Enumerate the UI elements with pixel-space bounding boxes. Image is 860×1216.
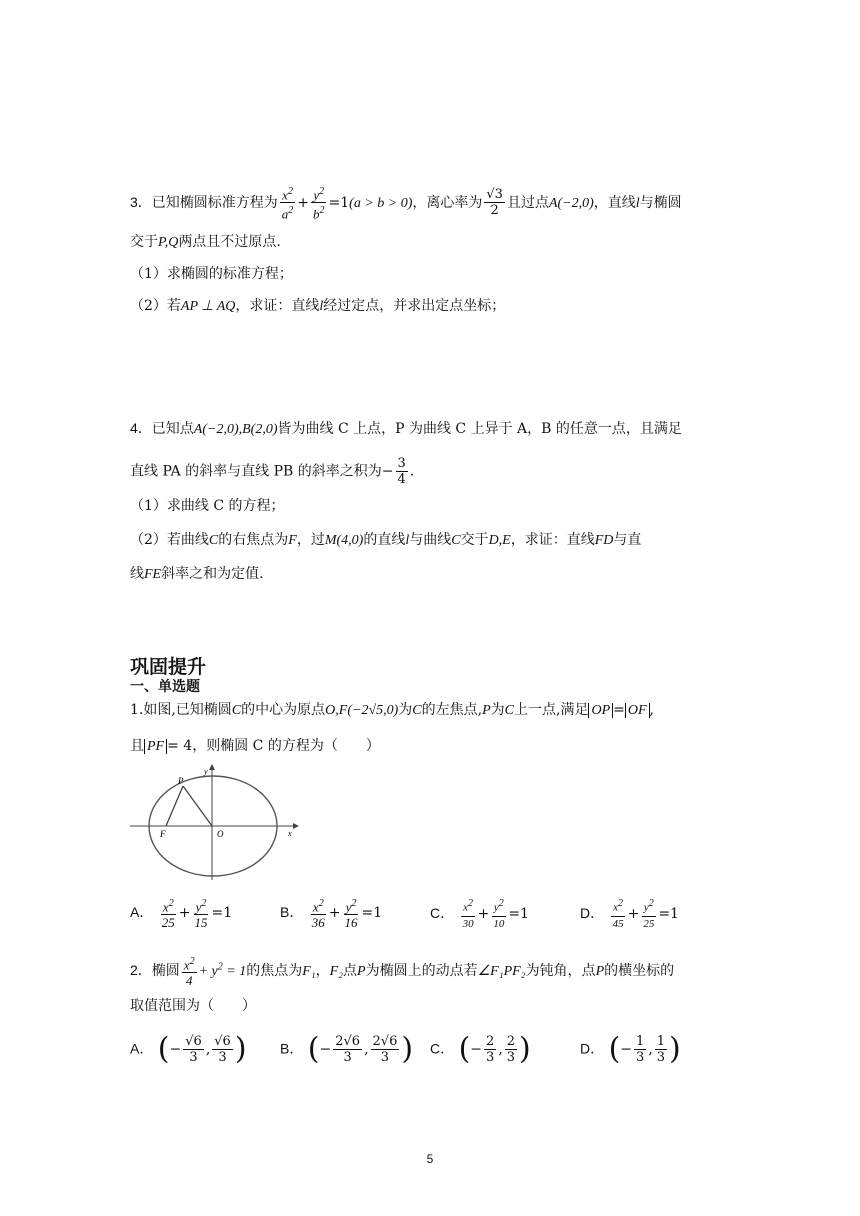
q3-y-frac: $\frac{y^2}{b^2}$ xyxy=(313,186,325,222)
q4-line1: 4．已知点A(−2,0),B(2,0)皆为曲线 C 上点，P 为曲线 C 上异于 A，B 的任意一点，且满足 xyxy=(130,420,682,437)
s1-line2: 且 PF = 4，则椭圆 C 的方程为（ ） xyxy=(130,738,380,754)
section-subtitle: 一、单选题 xyxy=(130,678,200,694)
s2-option-c[interactable]: C． (− $\frac{2}{3}$ , $\frac{2}{3}$ ) xyxy=(430,1031,531,1067)
q3-x-frac: $\frac{x^2}{a^2}$ xyxy=(281,186,294,222)
label-x: x xyxy=(288,829,292,838)
q4-k-frac: $\frac{3}{4}$ xyxy=(397,456,406,487)
q4-sub1: （1）求曲线 C 的方程； xyxy=(130,498,285,514)
label-y: y xyxy=(204,767,208,776)
q3-line2: 交于P,Q两点且不过原点. xyxy=(130,234,281,250)
section-title: 巩固提升 xyxy=(130,657,207,678)
x-axis-arrow xyxy=(293,823,299,829)
s1-line1: 1.如图,已知椭圆C的中心为原点O,F(−2√5,0)为C的左焦点,P为C上一点,满足 OP = OF , xyxy=(130,702,654,718)
q3-sub2: （2）若AP ⊥ AQ，求证：直线l经过定点，并求出定点坐标； xyxy=(130,298,506,314)
label-O: O xyxy=(217,829,224,839)
segment-PO xyxy=(183,786,212,826)
s1-option-c[interactable]: C． $\frac{x^2}{30}$ + $\frac{y^2}{10}$ =1 xyxy=(430,898,529,930)
s2-line2: 取值范围为（ ） xyxy=(130,998,256,1014)
q4-sub2: （2）若曲线C的右焦点为F，过M(4,0)的直线l与曲线C交于D,E，求证：直线FD与直 xyxy=(130,532,642,548)
label-F: F xyxy=(160,829,166,839)
q3-sub1: （1）求椭圆的标准方程； xyxy=(130,266,293,282)
label-P: P xyxy=(178,776,184,786)
segment-FP xyxy=(166,786,183,826)
s2-option-d[interactable]: D． (− $\frac{1}{3}$ , $\frac{1}{3}$ ) xyxy=(580,1031,681,1067)
s1-option-d[interactable]: D． $\frac{x^2}{45}$ + $\frac{y^2}{25}$ =1 xyxy=(580,898,679,930)
q4-line2: 直线 PA 的斜率与直线 PB 的斜率之积为− $\frac{3}{4}$ . xyxy=(130,456,415,487)
ellipse-figure xyxy=(128,762,303,884)
s1-option-a[interactable]: A． $\frac{x^2}{25}$ + $\frac{y^2}{15}$ =1 xyxy=(130,898,233,931)
q3-ecc-frac: $\frac{√3}{2}$ xyxy=(486,187,503,219)
s2-option-a[interactable]: A． (− $\frac{√6}{3}$ , $\frac{√6}{3}$ ) xyxy=(130,1031,247,1067)
q3-line1: 3．已知椭圆标准方程为 $\frac{x^2}{a^2}$ + $\frac{y^2}{b^2}$ =1(a > b > 0)，离心率为 $\frac{√3}{2}$ 且过点A(−2,0)，直线l与椭圆 xyxy=(130,186,682,222)
s1-option-b[interactable]: B． $\frac{x^2}{36}$ + $\frac{y^2}{16}$ =1 xyxy=(280,898,383,931)
s2-option-b[interactable]: B． (− $\frac{2√6}{3}$ , $\frac{2√6}{3}$ ) xyxy=(280,1031,414,1067)
page-number: 5 xyxy=(426,1152,434,1166)
s2-line1: 2．椭圆 $\frac{x^2}{4}$ + $y^2 = 1$的焦点为F₁，F₂点P为椭圆上的动点若∠F₁PF₂为钝角，点P的横坐标的 xyxy=(130,956,675,989)
q4-line3: 线FE斜率之和为定值. xyxy=(130,566,264,582)
y-axis-arrow xyxy=(209,764,215,770)
